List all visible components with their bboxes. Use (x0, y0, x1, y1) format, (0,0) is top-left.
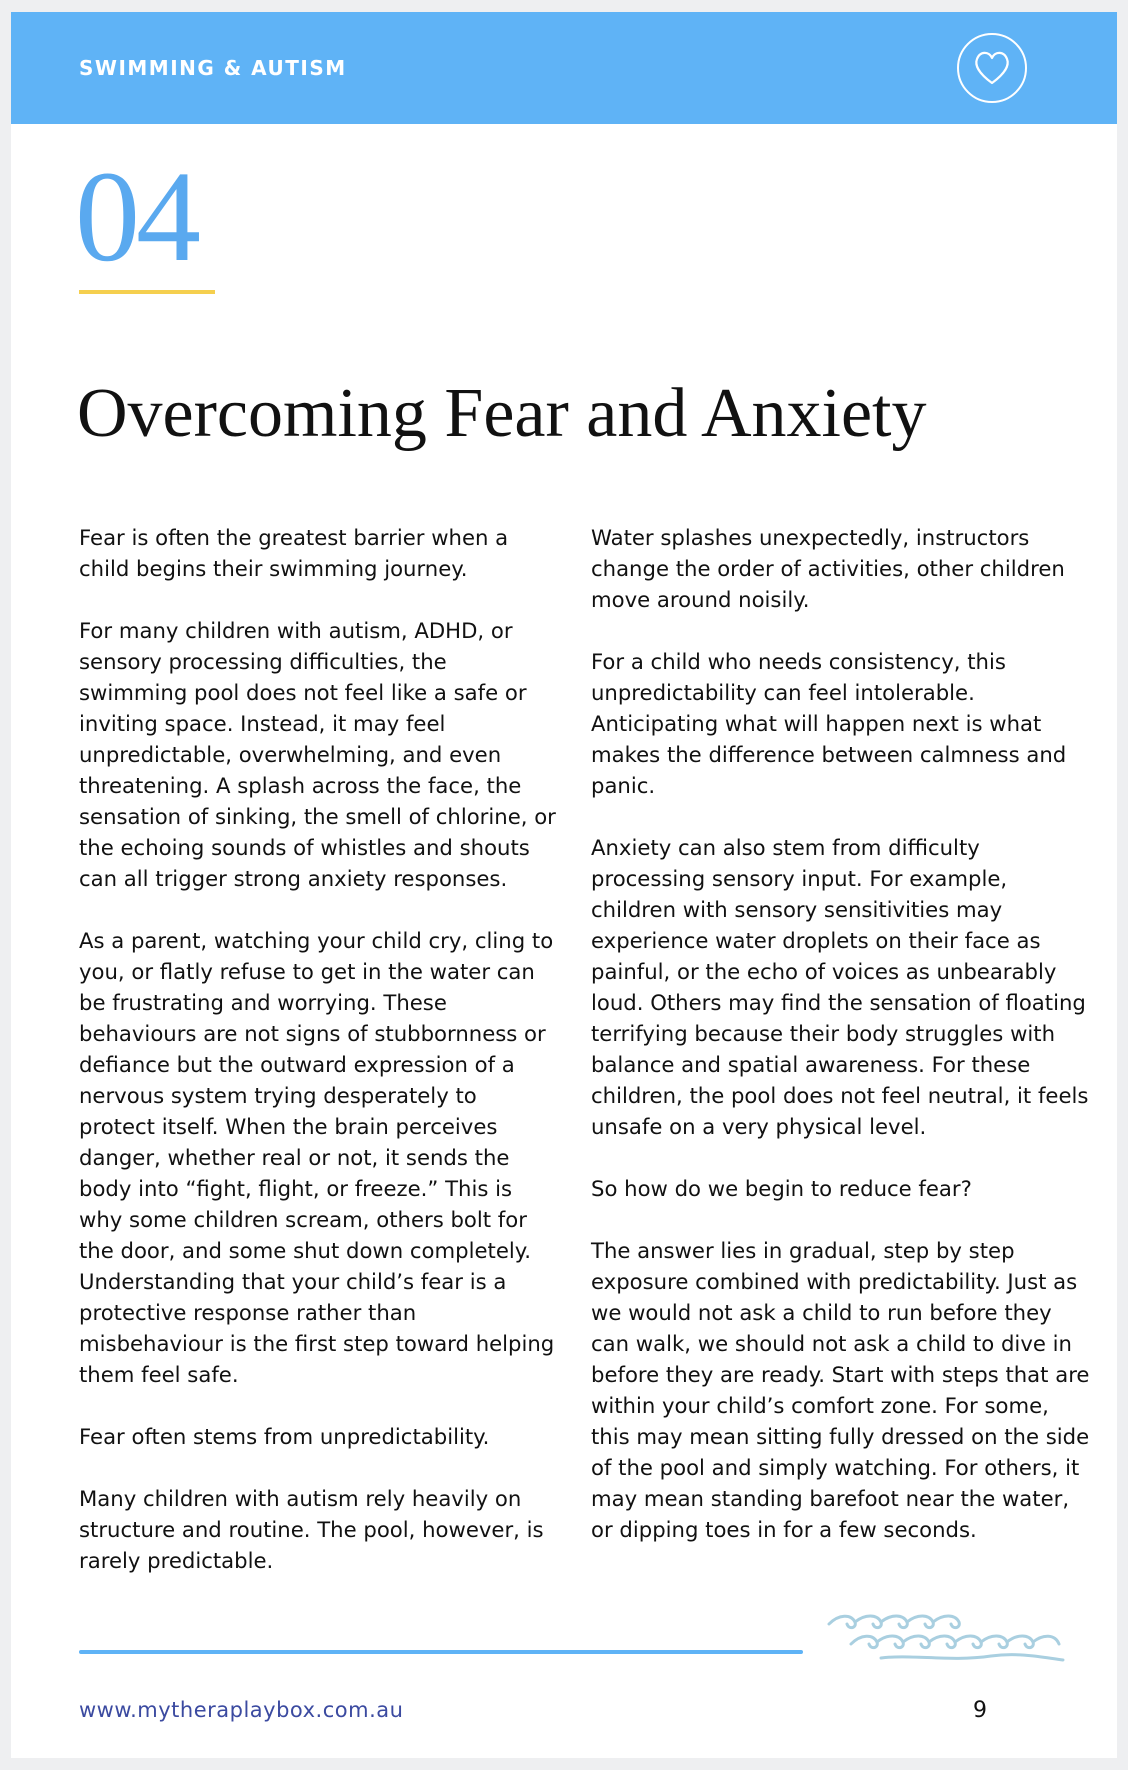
footer-url-link[interactable]: www.mytheraplaybox.com.au (79, 1698, 404, 1722)
page-title: Overcoming Fear and Anxiety (77, 375, 927, 452)
paragraph: Fear is often the greatest barrier when a child begins their swimming journey. (79, 525, 509, 581)
paragraph: So how do we begin to reduce fear? (591, 1176, 972, 1201)
paragraph: The answer lies in gradual, step by step exposure combined with predictability. Just as we would not ask a child to run before they can walk, we should not ask a child to dive in before they are ready. Start with steps that are within your child’s comfort zone. For some, this may mean sitting fully dressed on the side of the pool and simply watching. For others, it may mean standing barefoot near the water, or dipping toes in for a few seconds. (591, 1238, 1090, 1542)
paragraph: As a parent, watching your child cry, cling to you, or flatly refuse to get in the water can be frustrating and worrying. These behaviours are not signs of stubbornness or defiance but the outward expression of a nervous system trying desperately to protect itself. When the brain perceives danger, whether real or not, it sends the body into “fight, flight, or freeze.” This is why some children scream, others bolt for the door, and some shut down completely. Understanding that your child’s fear is a protective response rather than misbehaviour is the first step toward helping them feel safe. (79, 928, 555, 1387)
heart-icon (955, 31, 1029, 105)
page-number: 9 (973, 1698, 987, 1723)
chapter-underline (79, 290, 215, 294)
paragraph: For many children with autism, ADHD, or sensory processing difficulties, the swimming pool does not feel like a safe or inviting space. Instead, it may feel unpredictable, overwhelming, and even threatening. A splash across the face, the sensation of sinking, the smell of chlorine, or the echoing sounds of whistles and shouts can all trigger strong anxiety responses. (79, 618, 556, 891)
page (11, 12, 1117, 1758)
paragraph: For a child who needs consistency, this unpredictability can feel intolerable. Anticipating what will happen next is what makes the difference between calmness and panic. (591, 649, 1067, 798)
right-column (591, 522, 1091, 1576)
paragraph: Fear often stems from unpredictability. (79, 1424, 490, 1449)
paragraph: Many children with autism rely heavily on structure and routine. The pool, however, is rarely predictable. (79, 1486, 544, 1573)
footer-divider (79, 1650, 803, 1654)
header-title: SWIMMING & AUTISM (79, 56, 347, 80)
paragraph: Anxiety can also stem from difficulty processing sensory input. For example, children with sensory sensitivities may experience water droplets on their face as painful, or the echo of voices as unbearably loud. Others may find the sensation of floating terrifying because their body struggles with balance and spatial awareness. For these children, the pool does not feel neutral, it feels unsafe on a very physical level. (591, 835, 1089, 1139)
chapter-number: 04 (75, 145, 197, 289)
header-banner (11, 12, 1117, 124)
paragraph: Water splashes unexpectedly, instructors change the order of activities, other children move around noisily. (591, 525, 1065, 612)
waves-icon (821, 1610, 1071, 1666)
left-column (79, 522, 559, 1607)
